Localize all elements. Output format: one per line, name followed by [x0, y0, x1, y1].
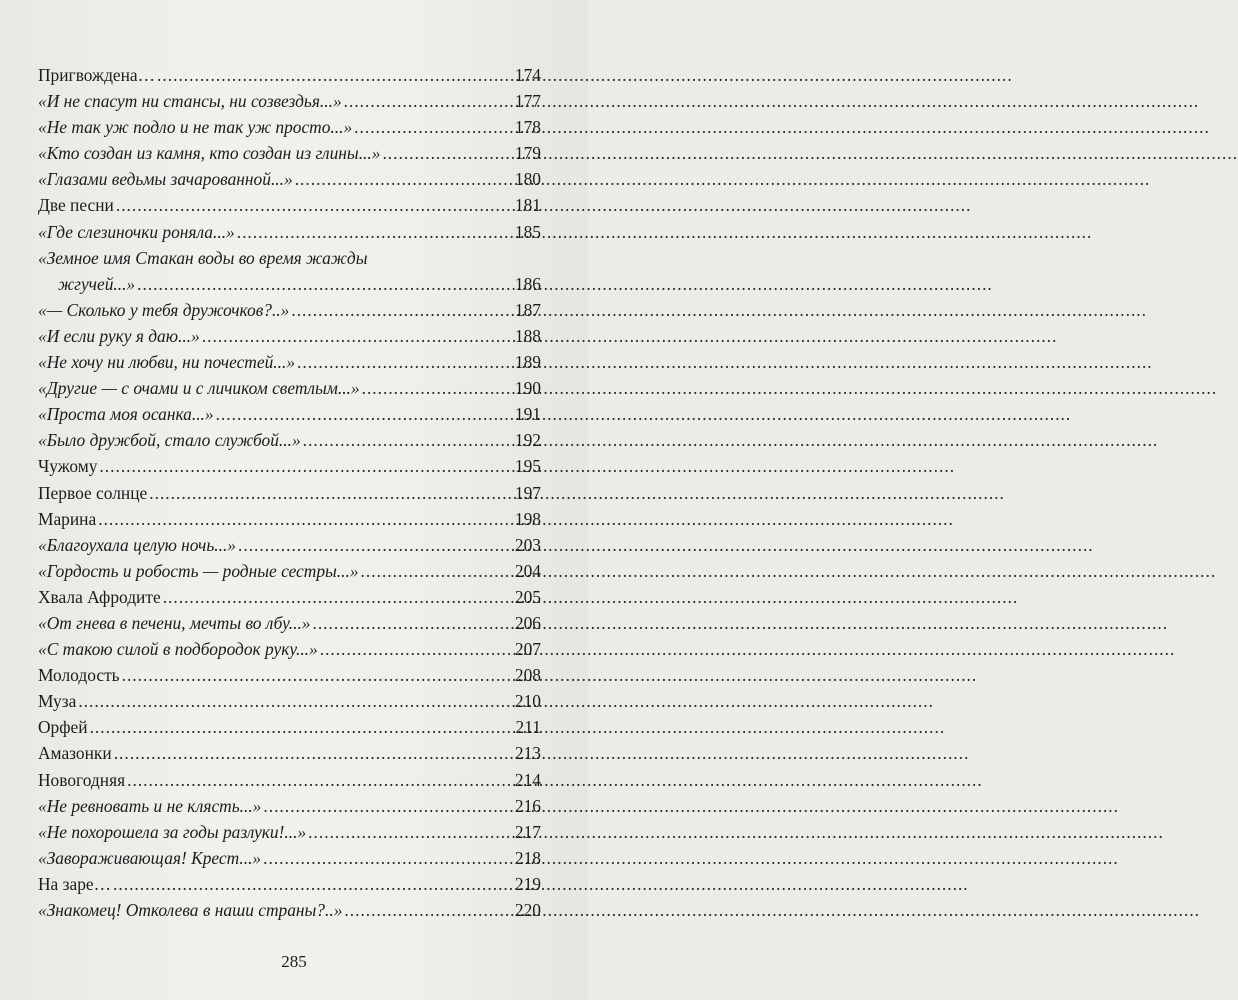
- toc-entry-page: 216: [514, 795, 541, 816]
- toc-entry-title: «Знакомец! Отколева в наши страны?..»: [38, 900, 343, 920]
- toc-entry-page: 205: [514, 586, 541, 607]
- toc-entry-title: «Не похорошела за годы разлуки!...»: [38, 821, 307, 842]
- toc-entry-title: «Не хочу ни любви, ни почестей...»: [38, 352, 296, 373]
- dot-leader: [149, 480, 510, 506]
- toc-entry-title: Орфей: [38, 717, 88, 738]
- page-number: 285: [281, 952, 307, 971]
- dot-leader: [362, 375, 510, 401]
- toc-entry: [38, 401, 541, 427]
- dot-leader: [312, 610, 510, 636]
- toc-entry: [38, 297, 541, 323]
- toc-entry: [38, 688, 541, 714]
- dot-leader: [297, 349, 510, 375]
- dot-leader: [344, 897, 510, 923]
- dot-leader: [137, 271, 510, 297]
- toc-entry-page: 185: [514, 221, 541, 242]
- toc-entry-page: 189: [514, 352, 541, 373]
- toc-entry-title: «Где слезиночки роняла...»: [38, 221, 235, 242]
- toc-entry-page: 204: [514, 560, 541, 581]
- dot-leader: [157, 62, 510, 88]
- dot-leader: [308, 819, 510, 845]
- toc-entry: [38, 845, 541, 871]
- toc-entry: [38, 767, 541, 793]
- toc-entry: [38, 506, 541, 532]
- toc-entry: [38, 114, 541, 140]
- toc-entry: [38, 62, 541, 88]
- toc-entry: [38, 793, 541, 819]
- toc-entry-title: Молодость: [38, 665, 120, 686]
- toc-entry: [38, 166, 541, 192]
- toc-entry: [38, 819, 541, 845]
- toc-entry-page: 208: [514, 665, 541, 686]
- toc-entry-title: «С такою силой в подбородок руку...»: [38, 639, 318, 660]
- toc-entry: [38, 140, 541, 166]
- toc-entry: [38, 897, 541, 923]
- toc-entry-title: Новогодняя: [38, 769, 126, 790]
- dot-leader: [113, 871, 510, 897]
- toc-entry-title: Первое солнце: [38, 482, 148, 503]
- dot-leader: [263, 793, 510, 819]
- toc-entry: [38, 323, 541, 349]
- toc-entry-page: 180: [514, 169, 541, 190]
- toc-entry-page: 192: [514, 430, 541, 451]
- toc-entry-title: «Не ревновать и не клясть...»: [38, 795, 262, 816]
- toc-entry-title: «— Сколько у тебя дружочков?..»: [38, 299, 290, 320]
- toc-entry-title-continuation: жгучей...»: [58, 273, 136, 294]
- toc-entry-title: «И не спасут ни стансы, ни созвездья...»: [38, 91, 342, 112]
- toc-entry-title: «И если руку я даю...»: [38, 325, 200, 346]
- table-of-contents: [38, 62, 541, 923]
- dot-leader: [99, 453, 510, 479]
- toc-entry: [38, 871, 541, 897]
- toc-entry-page: 213: [514, 743, 541, 764]
- dot-leader: [216, 401, 510, 427]
- toc-entry: [38, 610, 541, 636]
- dot-leader: [291, 297, 510, 323]
- dot-leader: [344, 88, 510, 114]
- dot-leader: [163, 584, 510, 610]
- toc-entry-page: 197: [514, 482, 541, 503]
- toc-entry-title: «Гордость и робость — родные сестры...»: [38, 560, 359, 581]
- toc-entry-title: Муза: [38, 691, 77, 712]
- toc-entry-page: 214: [514, 769, 541, 790]
- toc-entry-title: Пригвождена…: [38, 65, 156, 85]
- toc-entry: [38, 636, 541, 662]
- toc-entry-page: 195: [514, 456, 541, 477]
- toc-entry: [38, 453, 541, 479]
- dot-leader: [114, 740, 510, 766]
- book-page: [0, 0, 588, 1000]
- dot-leader: [90, 714, 510, 740]
- toc-entry-title: Две песни: [38, 195, 114, 216]
- toc-entry: [38, 714, 541, 740]
- toc-entry-title: Амазонки: [38, 743, 112, 764]
- toc-entry: [38, 219, 541, 245]
- toc-entry-title: Хвала Афродите: [38, 586, 161, 607]
- dot-leader: [361, 558, 510, 584]
- dot-leader: [202, 323, 510, 349]
- dot-leader: [127, 767, 510, 793]
- toc-entry-title: «Кто создан из камня, кто создан из глины...»: [38, 143, 381, 164]
- toc-entry-page: 174: [514, 65, 541, 85]
- toc-entry-title: Марина: [38, 508, 97, 529]
- toc-entry-title: «Было дружбой, стало службой...»: [38, 430, 301, 451]
- toc-entry: [38, 532, 541, 558]
- toc-entry: [38, 88, 541, 114]
- toc-entry-title: «Другие — с очами и с личиком светлым...»: [38, 378, 360, 399]
- toc-entry-page: 187: [514, 299, 541, 320]
- toc-entry-title: На заре…: [38, 873, 112, 894]
- toc-entry-page: 220: [514, 900, 541, 920]
- toc-entry-page: 179: [514, 143, 541, 164]
- toc-entry-page: 218: [514, 847, 541, 868]
- toc-entry-page: 198: [514, 508, 541, 529]
- toc-entry-page: 211: [515, 717, 541, 738]
- toc-entry-title: «Завораживающая! Крест...»: [38, 847, 262, 868]
- toc-entry-page: 206: [514, 612, 541, 633]
- dot-leader: [354, 114, 510, 140]
- toc-entry-title: Чужому: [38, 456, 98, 477]
- dot-leader: [78, 688, 510, 714]
- toc-entry-page: 217: [514, 821, 541, 842]
- toc-entry-title: «Земное имя Стакан воды во время жажды: [38, 247, 368, 268]
- dot-leader: [98, 506, 510, 532]
- dot-leader: [238, 532, 510, 558]
- dot-leader: [263, 845, 510, 871]
- toc-entry: [38, 740, 541, 766]
- toc-entry-page: 177: [514, 91, 541, 112]
- toc-entry-page: 207: [514, 639, 541, 660]
- toc-entry-page: 191: [514, 404, 541, 425]
- toc-entry-page: 178: [514, 117, 541, 138]
- toc-entry-page: 188: [514, 325, 541, 346]
- toc-entry: [38, 662, 541, 688]
- toc-entry-title: «Благоухала целую ночь...»: [38, 534, 237, 555]
- dot-leader: [295, 166, 510, 192]
- toc-entry-title: «Глазами ведьмы зачарованной...»: [38, 169, 293, 190]
- dot-leader: [116, 192, 510, 218]
- toc-entry: [38, 192, 541, 218]
- toc-entry: [38, 584, 541, 610]
- dot-leader: [320, 636, 510, 662]
- toc-entry-page: 190: [514, 378, 541, 399]
- toc-entry: [38, 480, 541, 506]
- dot-leader: [303, 427, 510, 453]
- toc-entry-page: 210: [514, 691, 541, 712]
- toc-entry: [38, 558, 541, 584]
- toc-entry-page: 203: [514, 534, 541, 555]
- toc-entry-title: «Не так уж подло и не так уж просто...»: [38, 117, 353, 138]
- toc-entry: [38, 245, 541, 297]
- toc-entry: [38, 375, 541, 401]
- toc-entry-page: 181: [514, 195, 541, 216]
- dot-leader: [122, 662, 510, 688]
- dot-leader: [382, 140, 510, 166]
- toc-entry: [38, 427, 541, 453]
- toc-entry: [38, 349, 541, 375]
- toc-entry-title: «От гнева в печени, мечты во лбу...»: [38, 612, 311, 633]
- toc-entry-page: 186: [514, 273, 541, 294]
- dot-leader: [237, 219, 510, 245]
- toc-entry-title: «Проста моя осанка...»: [38, 404, 214, 425]
- toc-entry-page: 219: [514, 873, 541, 894]
